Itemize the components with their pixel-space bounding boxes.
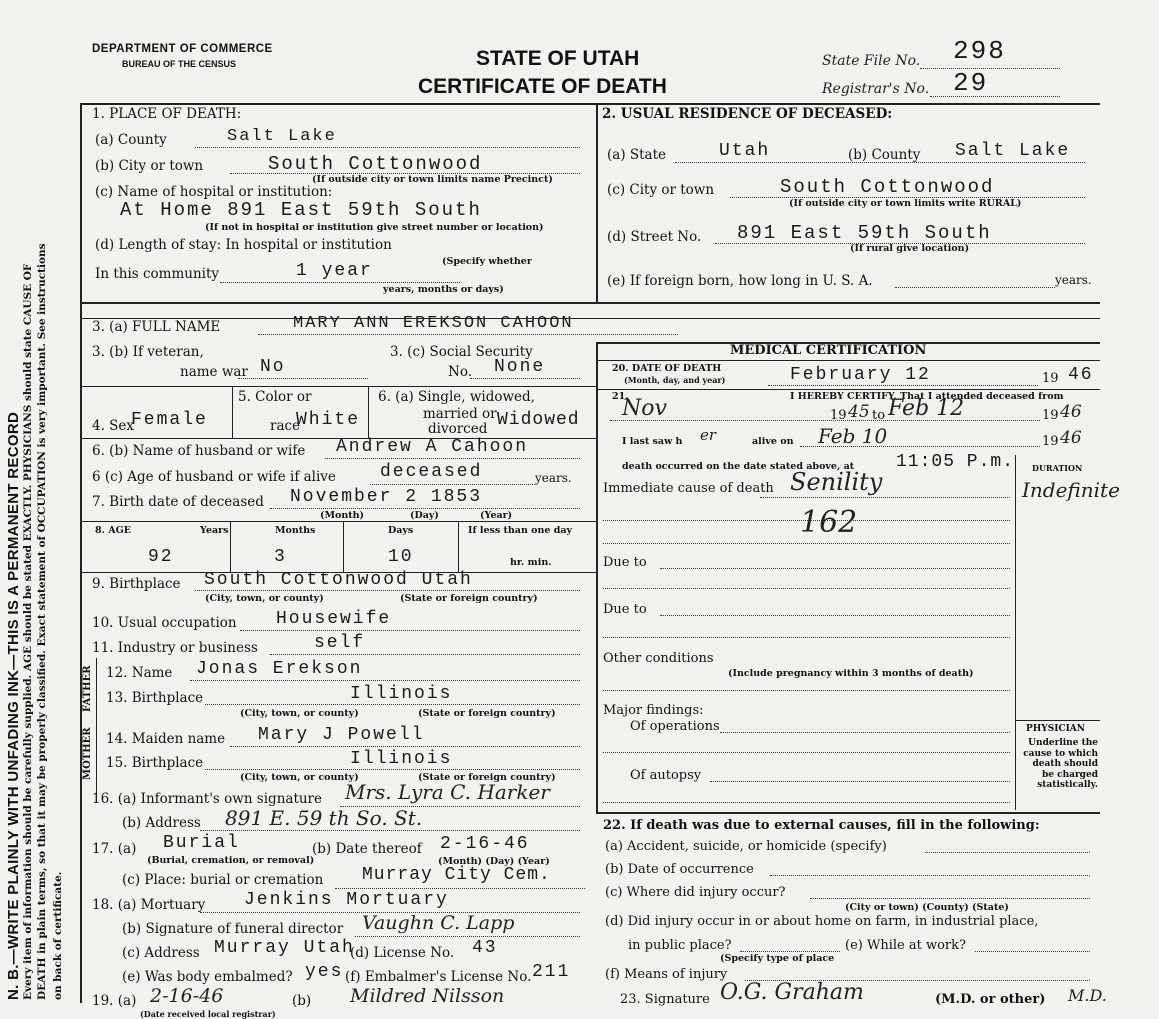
certify-no: 21. xyxy=(612,391,629,402)
sex-label: 4. Sex xyxy=(92,418,135,434)
address-label: (b) Address xyxy=(122,815,201,831)
date-of-death-label: 20. DATE OF DEATH xyxy=(612,363,722,374)
age-label: 8. AGE xyxy=(95,525,131,536)
mother-bp-note-2: (State or foreign country) xyxy=(418,772,556,783)
department: DEPARTMENT OF COMMERCE xyxy=(92,43,273,55)
age-days: 10 xyxy=(388,547,414,567)
industry: self xyxy=(314,633,366,653)
physician-note: Underline the cause to which death should be charged statistically. xyxy=(1023,738,1098,790)
last-saw-her: er xyxy=(700,426,717,444)
mother-name: Mary J Powell xyxy=(258,725,425,745)
res-city: South Cottonwood xyxy=(780,176,995,198)
color-label: 5. Color or xyxy=(238,389,312,405)
father-bp-note-1: (City, town, or county) xyxy=(240,708,359,719)
age-lessday: If less than one day xyxy=(468,525,573,536)
embalmer: 211 xyxy=(532,962,571,982)
spouse-years: years. xyxy=(535,471,572,485)
external-label: 22. If death was due to external causes, fill in the following: xyxy=(603,818,1040,833)
attended-from: Nov xyxy=(622,396,667,421)
alive-label: alive on xyxy=(752,436,794,447)
ss-no-label: No. xyxy=(448,364,472,380)
immediate-cause: Senility xyxy=(790,468,883,496)
marital-label: 6. (a) Single, widowed, xyxy=(378,389,535,405)
place-county-label: (a) County xyxy=(95,132,167,148)
res-county: Salt Lake xyxy=(955,141,1071,161)
major-findings-label: Major findings: xyxy=(603,703,704,718)
father-name-label: 12. Name xyxy=(106,665,173,681)
place-hosp-note: (If not in hospital or institution give street number or location) xyxy=(205,222,544,233)
immediate-label: Immediate cause of death xyxy=(603,481,774,496)
age-years: 92 xyxy=(148,547,174,567)
age-months: 3 xyxy=(274,547,287,567)
place-city-note: (If outside city or town limits name Precinct) xyxy=(312,174,553,185)
war-label: name war xyxy=(180,364,248,380)
certify-text: I HEREBY CERTIFY, That I attended deceased from xyxy=(790,391,1064,402)
sex: Female xyxy=(131,410,208,430)
sidebar-warning: N. B.—WRITE PLAINLY WITH UNFADING INK—THIS IS A PERMANENT RECORD xyxy=(5,411,22,1000)
birthplace: South Cottonwood Utah xyxy=(204,570,473,590)
time-of-death: 11:05 P.m. xyxy=(896,452,1015,472)
father-bp-note-2: (State or foreign country) xyxy=(418,708,556,719)
date-year: 46 xyxy=(1068,365,1094,385)
mother-bp: Illinois xyxy=(350,749,453,769)
md-label: (M.D. or other) xyxy=(935,992,1046,1007)
physician-heading: PHYSICIAN xyxy=(1026,724,1085,734)
social-security: None xyxy=(494,357,546,377)
date-year-prefix: 19 xyxy=(1042,371,1059,386)
ss-label: 3. (c) Social Security xyxy=(390,344,533,360)
duration-label: DURATION xyxy=(1032,463,1083,473)
res-foreign-label: (e) If foreign born, how long in U. S. A. xyxy=(607,273,873,289)
race-label: race xyxy=(270,418,301,434)
father-bp: Illinois xyxy=(350,684,453,704)
place-stay-label: (d) Length of stay: In hospital or institution xyxy=(95,237,392,253)
other-conditions-label: Other conditions xyxy=(603,651,714,666)
director: Vaughn C. Lapp xyxy=(362,912,515,934)
cause-code: 162 xyxy=(800,505,858,540)
res-heading: 2. USUAL RESIDENCE OF DECEASED: xyxy=(602,106,893,122)
spouse: Andrew A Cahoon xyxy=(336,437,529,457)
received-note: (Date received local registrar) xyxy=(140,1009,276,1019)
external-d3: (Specify type of place xyxy=(720,953,835,964)
full-name-label: 3. (a) FULL NAME xyxy=(92,319,221,335)
to-label: to xyxy=(872,408,886,423)
external-d2: in public place? xyxy=(628,938,732,953)
res-city-label: (c) City or town xyxy=(607,182,715,198)
mdy-note: (Month) (Day) (Year) xyxy=(438,856,550,867)
registrar-label: Registrar's No. xyxy=(822,81,930,97)
marital-label-2: married or xyxy=(423,406,497,422)
medical-heading: MEDICAL CERTIFICATION xyxy=(730,343,927,358)
embalmed-label: (e) Was body embalmed? xyxy=(122,969,293,985)
marital: Widowed xyxy=(497,410,580,430)
external-b: (b) Date of occurrence xyxy=(605,862,754,877)
due-to-1: Due to xyxy=(603,555,647,570)
duration-value: Indefinite xyxy=(1022,478,1120,502)
date-thereof-label: (b) Date thereof xyxy=(312,841,422,857)
external-f: (f) Means of injury xyxy=(605,967,728,982)
place-community-label: In this community xyxy=(95,266,220,282)
age-months-col: Months xyxy=(275,525,316,536)
external-c-note: (City or town) (County) (State) xyxy=(845,902,1009,913)
last-saw-year-prefix: 19 xyxy=(1042,434,1059,449)
burial-place: Murray City Cem. xyxy=(362,865,551,885)
res-city-note: (If outside city or town limits write RURAL) xyxy=(789,198,1022,209)
mortuary-label: 18. (a) Mortuary xyxy=(92,897,206,913)
state-file-label: State File No. xyxy=(822,53,921,69)
attended-to: Feb 12 xyxy=(888,396,965,421)
registrar-no: 29 xyxy=(953,68,989,98)
sidebar-instructions-1: Every item of information should be carefully supplied. AGE should be stated EXACTLY. PHYSICIANS should state CAUSE OF xyxy=(22,263,34,1000)
birth-day-note: (Day) xyxy=(410,510,439,521)
res-years: years. xyxy=(1055,273,1092,287)
physician-signature: O.G. Graham xyxy=(720,980,864,1005)
birth-month-note: (Month) xyxy=(320,510,365,521)
state-file-no: 298 xyxy=(953,36,1006,66)
spouse-age: deceased xyxy=(380,462,483,482)
registrar-b-label: (b) xyxy=(292,993,312,1009)
external-c: (c) Where did injury occur? xyxy=(605,885,786,900)
father-side: FATHER xyxy=(82,665,93,712)
date-of-death: February 12 xyxy=(790,365,931,385)
bp-note-1: (City, town, or county) xyxy=(205,593,324,604)
address2-label: (c) Address xyxy=(122,945,200,961)
operations-label: Of operations xyxy=(630,719,720,734)
informant: Mrs. Lyra C. Harker xyxy=(345,780,550,804)
place-ymd-note: years, months or days) xyxy=(383,284,504,295)
place-county: Salt Lake xyxy=(227,127,337,146)
mother-side: MOTHER xyxy=(82,727,93,780)
burial: Burial xyxy=(163,833,240,853)
address: 891 E. 59 th So. St. xyxy=(225,806,423,830)
res-county-label: (b) County xyxy=(848,147,921,163)
from-year: 45 xyxy=(848,402,870,422)
burial-place-label: (c) Place: burial or cremation xyxy=(122,872,324,888)
autopsy-label: Of autopsy xyxy=(630,768,702,783)
age-hrmin: hr. min. xyxy=(510,557,552,568)
sidebar-instructions-2: DEATH in plain terms, so that it may be properly classified. Exact statement of OCCUPATION is very important. See instructions xyxy=(36,243,48,1000)
mother-bp-note-1: (City, town, or county) xyxy=(240,772,359,783)
informant-label: 16. (a) Informant's own signature xyxy=(92,791,323,807)
birthplace-label: 9. Birthplace xyxy=(92,576,181,592)
place-hosp-label: (c) Name of hospital or institution: xyxy=(95,184,333,200)
place-city: South Cottonwood xyxy=(268,153,483,175)
date-of-death-note: (Month, day, and year) xyxy=(624,375,726,385)
last-saw-label: I last saw h xyxy=(622,436,683,447)
license: 43 xyxy=(472,938,498,958)
occupation-label: 10. Usual occupation xyxy=(92,615,237,631)
place-hospital: At Home 891 East 59th South xyxy=(120,199,482,221)
res-street-label: (d) Street No. xyxy=(607,229,702,245)
spouse-label: 6. (b) Name of husband or wife xyxy=(92,443,306,459)
place-community: 1 year xyxy=(296,261,373,281)
place-specify-note: (Specify whether xyxy=(442,256,532,267)
occurred-label: death occurred on the date stated above, at xyxy=(622,461,855,472)
address2: Murray Utah xyxy=(214,938,355,958)
full-name: MARY ANN EREKSON CAHOON xyxy=(293,314,574,333)
registrar-signature: Mildred Nilsson xyxy=(350,985,505,1007)
embalmer-label: (f) Embalmer's License No. xyxy=(345,969,532,985)
spouse-age-label: 6 (c) Age of husband or wife if alive xyxy=(92,469,336,485)
burial-note: (Burial, cremation, or removal) xyxy=(147,855,315,866)
state-title: STATE OF UTAH xyxy=(476,47,640,70)
birth-label: 7. Birth date of deceased xyxy=(92,494,264,510)
received-date: 2-16-46 xyxy=(150,985,224,1007)
veteran: No xyxy=(260,357,286,377)
to-year-prefix: 19 xyxy=(1042,408,1059,423)
external-a: (a) Accident, suicide, or homicide (specify) xyxy=(605,839,887,854)
mother-bp-label: 15. Birthplace xyxy=(106,755,204,771)
industry-label: 11. Industry or business xyxy=(92,640,258,656)
last-saw-year: 46 xyxy=(1060,428,1082,448)
due-to-2: Due to xyxy=(603,602,647,617)
age-days-col: Days xyxy=(388,525,414,536)
race: White xyxy=(296,410,361,430)
occupation: Housewife xyxy=(276,609,392,629)
md-value: M.D. xyxy=(1068,986,1107,1005)
bp-note-2: (State or foreign country) xyxy=(400,593,538,604)
signature-label: 23. Signature xyxy=(620,992,710,1007)
bureau: BUREAU OF THE CENSUS xyxy=(122,59,237,69)
res-street: 891 East 59th South xyxy=(737,222,992,244)
received-label: 19. (a) xyxy=(92,993,137,1009)
external-d: (d) Did injury occur in or about home on farm, in industrial place, xyxy=(605,914,1039,929)
place-heading: 1. PLACE OF DEATH: xyxy=(92,106,242,122)
embalmed: yes xyxy=(305,962,344,982)
mortuary: Jenkins Mortuary xyxy=(244,890,449,910)
sidebar-instructions-3: on back of certificate. xyxy=(52,871,64,1000)
mother-name-label: 14. Maiden name xyxy=(106,731,226,747)
marital-label-3: divorced xyxy=(428,421,488,437)
external-e: (e) While at work? xyxy=(845,938,966,953)
to-year: 46 xyxy=(1060,402,1082,422)
pregnancy-note: (Include pregnancy within 3 months of death) xyxy=(728,668,974,679)
burial-label: 17. (a) xyxy=(92,841,137,857)
father-bp-label: 13. Birthplace xyxy=(106,690,204,706)
cert-title: CERTIFICATE OF DEATH xyxy=(418,75,667,98)
res-state-label: (a) State xyxy=(607,147,667,163)
veteran-label: 3. (b) If veteran, xyxy=(92,344,204,360)
license-label: (d) License No. xyxy=(350,945,455,961)
age-years-col: Years xyxy=(200,525,229,536)
res-state: Utah xyxy=(719,141,771,161)
director-label: (b) Signature of funeral director xyxy=(122,921,344,937)
birth-date: November 2 1853 xyxy=(290,487,483,507)
res-street-note: (If rural give location) xyxy=(850,243,970,254)
birth-year-note: (Year) xyxy=(480,510,513,521)
burial-date: 2-16-46 xyxy=(440,834,530,854)
last-saw: Feb 10 xyxy=(818,424,888,448)
from-year-prefix: 19 xyxy=(830,408,847,423)
father-name: Jonas Erekson xyxy=(196,659,363,679)
place-city-label: (b) City or town xyxy=(95,158,204,174)
